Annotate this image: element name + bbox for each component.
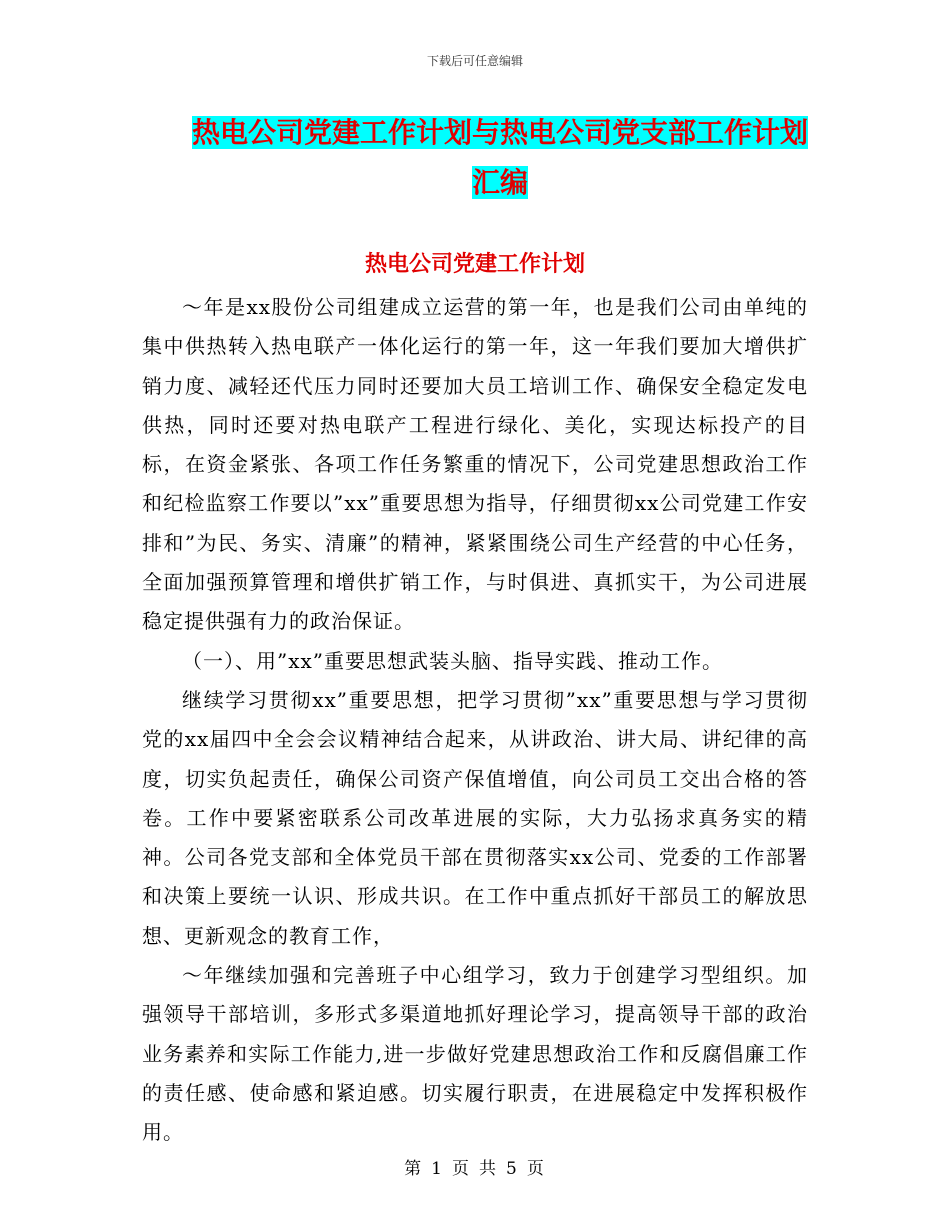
- footer-suffix: 页: [526, 1159, 546, 1179]
- body-text: [142, 288, 808, 1153]
- paragraph-3: 继续学习贯彻xx”重要思想，把学习贯彻”xx”重要思想与学习贯彻党的xx届四中全会会议精神结合起来，从讲政治、讲大局、讲纪律的高度，切实负起责任，确保公司资产保值增值，向公司员工交出合格的答卷。工作中要紧密联系公司改革进展的实际，大力弘扬求真务实的精神。公司各党支部和全体党员干部在贯彻落实xx公司、党委的工作部署和决策上要统一认识、形成共识。在工作中重点抓好干部员工的解放思想、更新观念的教育工作，: [142, 687, 808, 948]
- page-footer: [0, 1154, 950, 1179]
- footer-page-word: 页: [452, 1159, 471, 1179]
- paragraph-2: （一）、用”xx”重要思想武装头脑、指导实践、推动工作。: [182, 648, 724, 673]
- document-title-text: 热电公司党建工作计划与热电公司党支部工作计划汇编: [191, 116, 808, 199]
- footer-prefix: 第: [404, 1159, 424, 1179]
- footer-total-pages: 5: [506, 1159, 519, 1179]
- header-note: 下载后可任意编辑: [426, 54, 523, 68]
- document-title: [190, 108, 810, 208]
- footer-current-page: 1: [431, 1159, 444, 1179]
- section-title: 热电公司党建工作计划: [364, 251, 585, 277]
- paragraph-4: ～年继续加强和完善班子中心组学习，致力于创建学习型组织。加强领导干部培训，多形式多渠道地抓好理论学习，提高领导干部的政治业务素养和实际工作能力,进一步做好党建思想政治工作和反腐倡廉工作的责任感、使命感和紧迫感。切实履行职责，在进展稳定中发挥积极作用。: [142, 963, 808, 1145]
- paragraph-1: ～年是xx股份公司组建成立运营的第一年，也是我们公司由单纯的集中供热转入热电联产一体化运行的第一年，这一年我们要加大增供扩销力度、减轻还代压力同时还要加大员工培训工作、确保安全稳定发电供热，同时还要对热电联产工程进行绿化、美化，实现达标投产的目标，在资金紧张、各项工作任务繁重的情况下，公司党建思想政治工作和纪检监察工作要以”xx”重要思想为指导，仔细贯彻xx公司党建工作安排和”为民、务实、清廉”的精神，紧紧围绕公司生产经营的中心任务，全面加强预算管理和增供扩销工作，与时俱进、真抓实干，为公司进展稳定提供强有力的政治保证。: [142, 295, 808, 634]
- footer-total-word: 共: [479, 1159, 498, 1179]
